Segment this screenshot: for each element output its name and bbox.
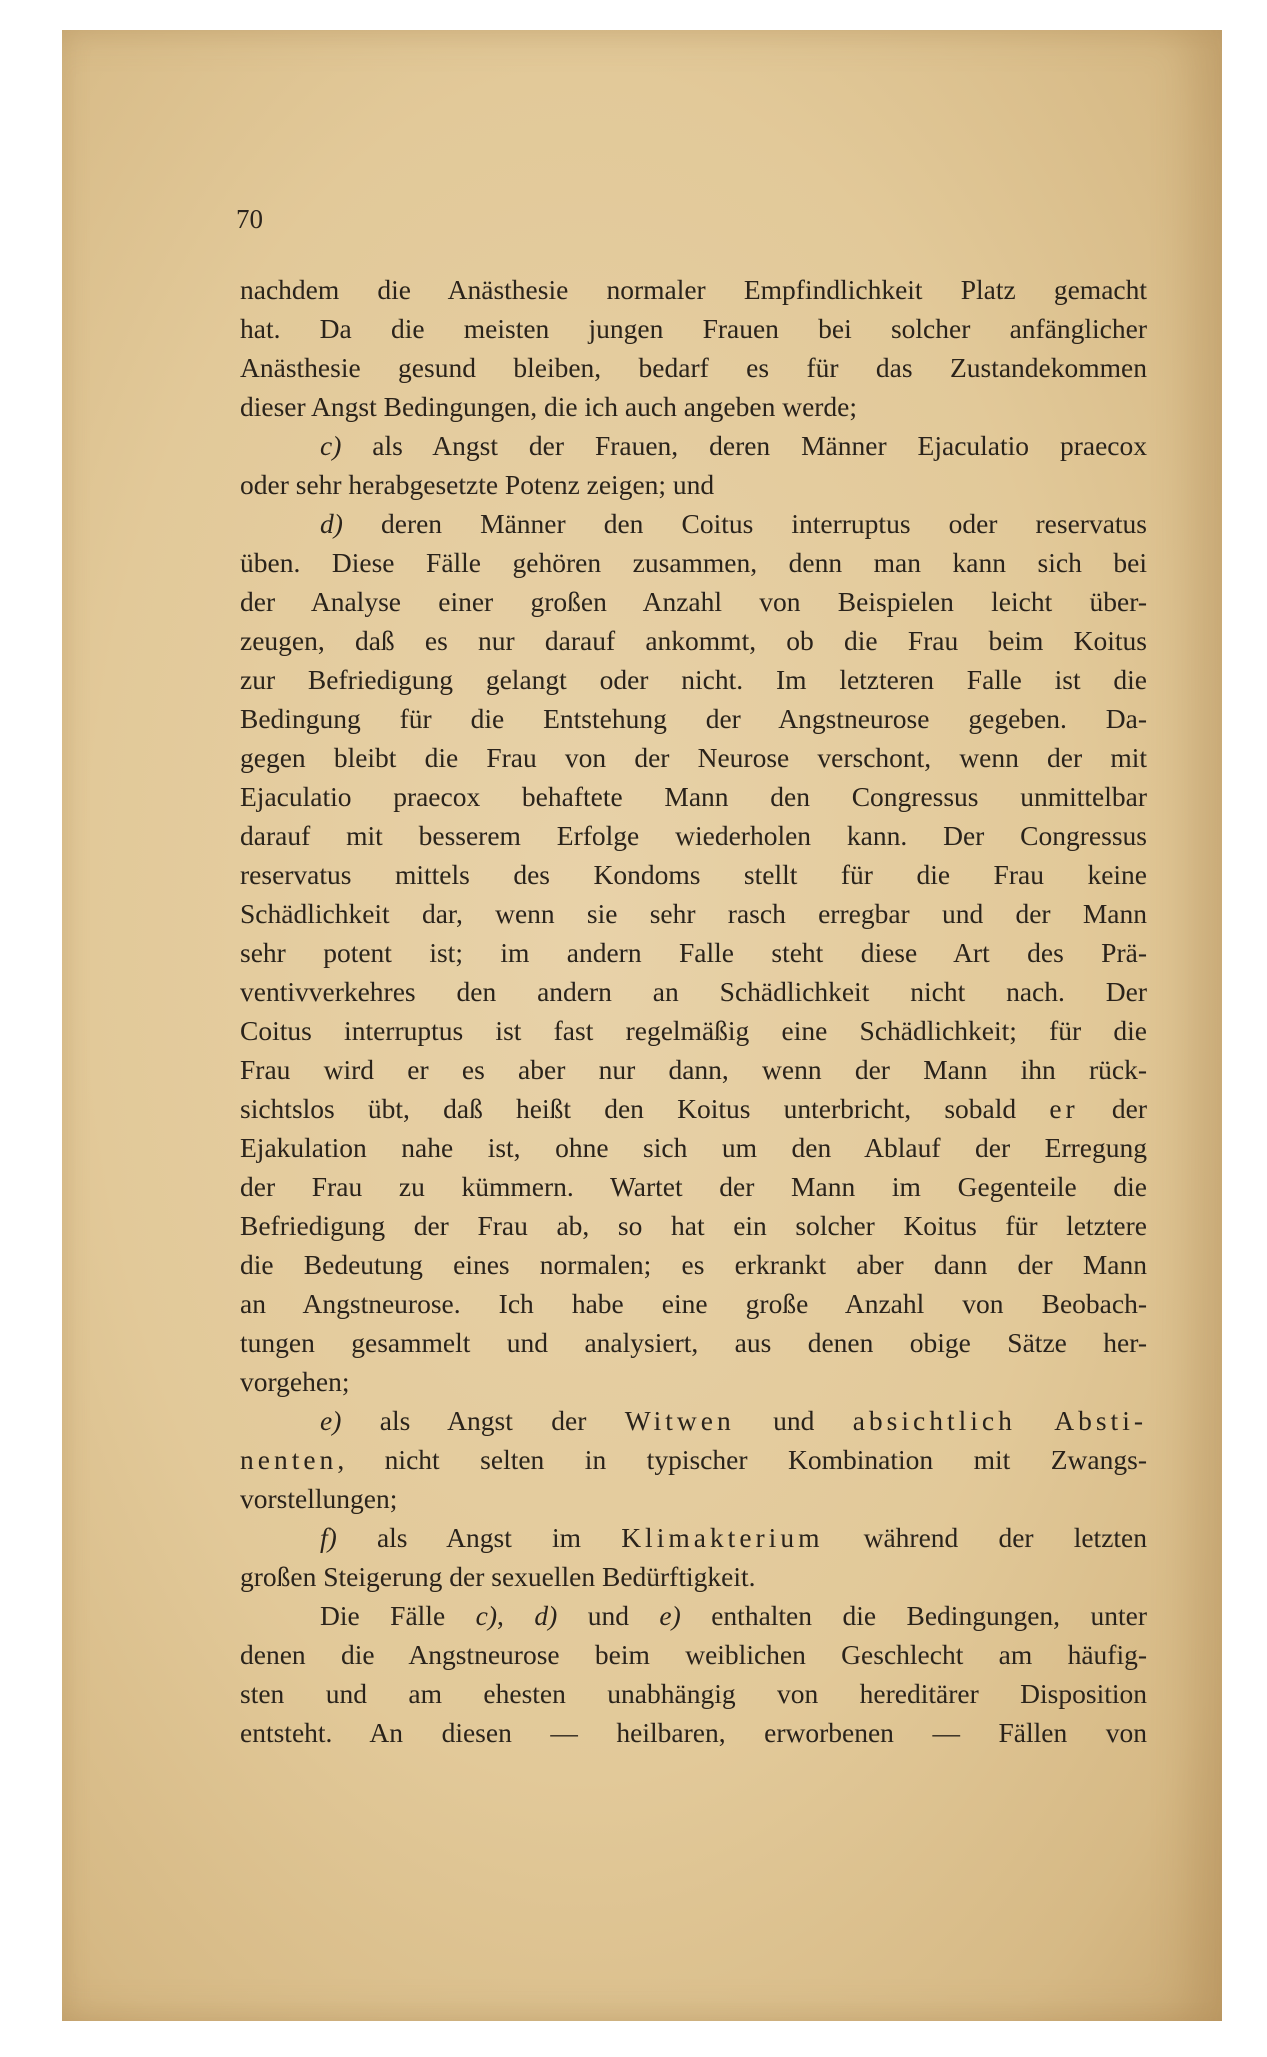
text-line: entsteht. An diesen — heilbaren, erworbenen — Fällen von <box>240 1717 1147 1748</box>
text-line: Bedingung für die Entstehung der Angstneurose gegeben. Da- <box>240 703 1147 734</box>
text-line: hat. Da die meisten jungen Frauen bei solcher anfänglicher <box>240 313 1147 344</box>
text-line: nachdem die Anästhesie normaler Empfindlichkeit Platz gemacht <box>240 274 1147 305</box>
text-line: Anästhesie gesund bleiben, bedarf es für das Zustandekommen <box>240 352 1147 383</box>
text-line: sten und am ehesten unabhängig von hereditärer Disposition <box>240 1678 1147 1709</box>
text-line: der Analyse einer großen Anzahl von Beispielen leicht über- <box>240 586 1147 617</box>
text-line: an Angstneurose. Ich habe eine große Anzahl von Beobach- <box>240 1288 1147 1319</box>
text-line: f) als Angst im Klimakterium während der letzten <box>320 1522 1147 1553</box>
text-line: tungen gesammelt und analysiert, aus denen obige Sätze her- <box>240 1327 1147 1358</box>
text-line: Schädlichkeit dar, wenn sie sehr rasch erregbar und der Mann <box>240 898 1147 929</box>
text-line: Ejaculatio praecox behaftete Mann den Congressus unmittelbar <box>240 781 1147 812</box>
page-number: 70 <box>236 204 263 234</box>
text-line: Frau wird er es aber nur dann, wenn der Mann ihn rück- <box>240 1054 1147 1085</box>
text-line: vorstellungen; <box>240 1483 398 1514</box>
text-line: Ejakulation nahe ist, ohne sich um den Ablauf der Erregung <box>240 1132 1147 1163</box>
text-line: c) als Angst der Frauen, deren Männer Ejaculatio praecox <box>320 430 1147 461</box>
text-line: Befriedigung der Frau ab, so hat ein solcher Koitus für letztere <box>240 1210 1147 1241</box>
text-line: Coitus interruptus ist fast regelmäßig eine Schädlichkeit; für die <box>240 1015 1147 1046</box>
text-line: gegen bleibt die Frau von der Neurose verschont, wenn der mit <box>240 742 1147 773</box>
text-line: nenten, nicht selten in typischer Kombination mit Zwangs- <box>240 1444 1147 1475</box>
text-line: sehr potent ist; im andern Falle steht diese Art des Prä- <box>240 937 1147 968</box>
text-line: ventivverkehres den andern an Schädlichkeit nicht nach. Der <box>240 976 1147 1007</box>
body-text <box>240 270 1147 1752</box>
text-line: oder sehr herabgesetzte Potenz zeigen; und <box>240 469 715 500</box>
text-line: zur Befriedigung gelangt oder nicht. Im letzteren Falle ist die <box>240 664 1147 695</box>
text-line: darauf mit besserem Erfolge wiederholen kann. Der Congressus <box>240 820 1147 851</box>
text-line: dieser Angst Bedingungen, die ich auch angeben werde; <box>240 391 858 422</box>
text-line: üben. Diese Fälle gehören zusammen, denn man kann sich bei <box>240 547 1147 578</box>
text-line: denen die Angstneurose beim weiblichen Geschlecht am häufig- <box>240 1639 1147 1670</box>
text-line: reservatus mittels des Kondoms stellt für die Frau keine <box>240 859 1147 890</box>
text-line: Die Fälle c), d) und e) enthalten die Bedingungen, unter <box>320 1600 1147 1631</box>
text-line: vorgehen; <box>240 1366 350 1397</box>
text-line: sichtslos übt, daß heißt den Koitus unterbricht, sobald er der <box>240 1093 1147 1124</box>
text-line: der Frau zu kümmern. Wartet der Mann im Gegenteile die <box>240 1171 1147 1202</box>
text-line: d) deren Männer den Coitus interruptus oder reservatus <box>320 508 1147 539</box>
text-line: großen Steigerung der sexuellen Bedürftigkeit. <box>240 1561 756 1592</box>
text-line: e) als Angst der Witwen und absichtlich Absti- <box>320 1405 1147 1436</box>
text-line: die Bedeutung eines normalen; es erkrankt aber dann der Mann <box>240 1249 1147 1280</box>
text-line: zeugen, daß es nur darauf ankommt, ob die Frau beim Koitus <box>240 625 1147 656</box>
